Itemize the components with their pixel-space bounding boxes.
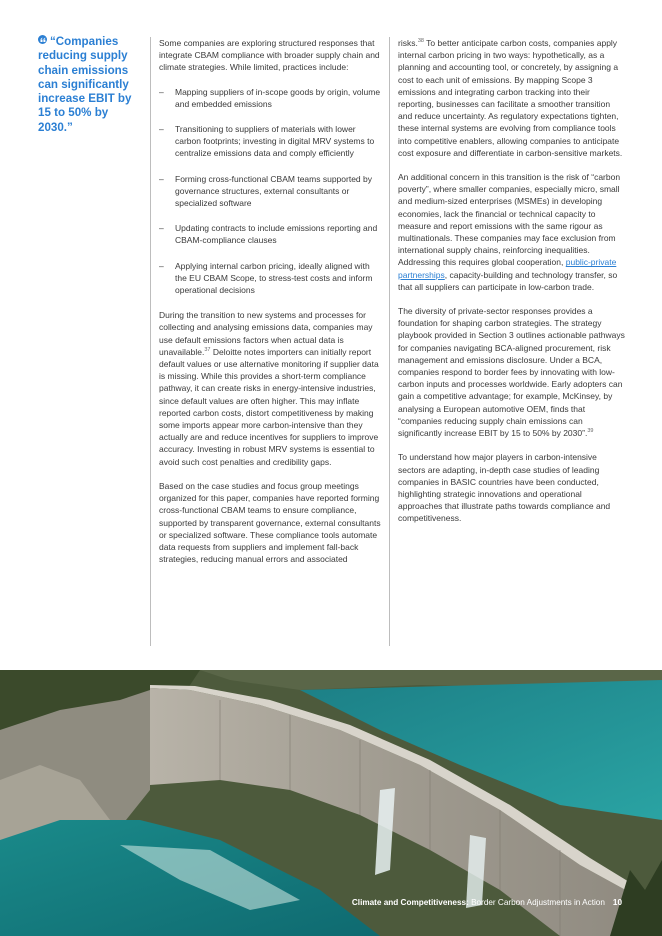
text-column-2 (398, 37, 626, 537)
list-item (159, 260, 383, 297)
paragraph-text: Deloitte notes importers can initially report default values or use alternative monitoring if supplier data is missing. While this provides a short-term compliance pathway, it can create risks in energy-intensive industries, since default values are often higher. This may inflate reported carbon costs, distort competitiveness by making some imports appear more carbon-intensive than they actually are and reduce incentives for suppliers to improve accuracy. Investing in robust MRV systems is essential to avoid such cost penalties and credibility gaps. (159, 346, 379, 467)
list-item (159, 123, 383, 160)
paragraph-text: To better anticipate carbon costs, companies apply internal carbon pricing in two ways: hypothetically, as a planning and accounting tool, or concretely, by assigning a cost to each unit of emissions. By mapping Scope 3 emissions and integrating carbon tracking into their reporting, businesses can facilitate a smoother transition and reduce uncertainty. As regulatory expectations tighten, these internal systems are evolving from compliance tools into competitive enablers, allowing companies to anticipate cost exposure and differentiate in carbon-sensitive markets. (398, 38, 623, 158)
quote-icon (38, 35, 47, 44)
bullet-dash: – (159, 86, 164, 97)
paragraph-text: , capacity-building and technology transfer, so that all suppliers can participate in low-carbon trade. (398, 269, 618, 292)
dam-photo (0, 670, 662, 936)
list-item (159, 86, 383, 110)
paragraph (398, 171, 626, 293)
page-footer (352, 898, 622, 907)
bullet-dash: – (159, 124, 164, 135)
pull-quote (38, 35, 136, 135)
practices-list (159, 86, 383, 297)
public-private-partnerships-link[interactable]: public-private partnerships (398, 257, 617, 280)
paragraph-text: An additional concern in this transition is the risk of “carbon poverty”, where smaller companies, especially micro, small and medium-sized enterprises (MSMEs) in developing economies, lack the financial or technical capacity to measure and report emissions with the same rigour as multinationals. These companies may face exclusion from international supply chains, reinforcing inequalities. Addressing this requires global cooperation, (398, 172, 621, 268)
list-item-text: Mapping suppliers of in-scope goods by origin, volume and embedded emissions (175, 86, 381, 109)
paragraph-text: risks. (398, 38, 418, 48)
list-item (159, 222, 383, 246)
paragraph: Some companies are exploring structured responses that integrate CBAM compliance with broader supply chain and climate strategies. While limited, practices include: (159, 38, 380, 73)
list-item-text: Transitioning to suppliers of materials with lower carbon footprints; investing in digital MRV systems to centralize emissions data and comply efficiently (175, 124, 375, 159)
paragraph-text: During the transition to new systems and processes for collecting and analysing emissions data, companies may use default emissions factors when actual data is unavailable. (159, 310, 373, 357)
paragraph: To understand how major players in carbon-intensive sectors are adapting, in-depth case studies of leading companies in BASIC countries have been conducted, highlighting strategic innovations and operational approaches that illustrate paths towards compliance and competitiveness. (398, 452, 611, 524)
footnote-ref[interactable]: 38 (417, 38, 424, 44)
page-number: 10 (612, 898, 622, 907)
paragraph (398, 305, 626, 439)
list-item-text: Updating contracts to include emissions reporting and CBAM-compliance clauses (175, 223, 378, 246)
paragraph (159, 309, 383, 468)
column-divider (150, 37, 151, 646)
paragraph: Based on the case studies and focus group meetings organized for this paper, companies have reported forming cross-functional CBAM teams to ensure compliance, supported by transparent governance, external consultants or specialized software. These compliance tools automate data requests from suppliers and implement fall-back strategies, reducing manual errors and associated (159, 480, 381, 565)
list-item-text: Forming cross-functional CBAM teams supported by governance structures, external consultants or specialized software (175, 173, 372, 209)
bullet-dash: – (159, 260, 164, 271)
column-divider (389, 37, 390, 646)
footer-title-bold: Climate and Competitiveness: (351, 898, 469, 907)
pull-quote-text: “Companies reducing supply chain emissions can significantly increase EBIT by 15 to 50% by 2030.” (38, 35, 132, 134)
list-item-text: Applying internal carbon pricing, ideally aligned with the EU CBAM Scope, to stress-test costs and inform operational decisions (175, 260, 373, 296)
footnote-ref[interactable]: 37 (204, 346, 211, 353)
bullet-dash: – (159, 173, 164, 184)
footer-title: Border Carbon Adjustments in Action (468, 898, 605, 907)
text-column-1 (159, 37, 383, 577)
paragraph-text: The diversity of private-sector responses provides a foundation for shaping carbon strategies. The strategy playbook provided in Section 3 outlines actionable pathways for companies navigating BCA-aligned procurement, risk management and emissions disclosure. Under a BCA, companies respond to border fees by innovating with low-carbon inputs and processes worldwide. Early adopters can gain a competitive advantage; for example, McKinsey, by analysing a European automotive OEM, finds that “companies reducing supply chain emissions can significantly increase EBIT by 15 to 50% by 2030”. (398, 306, 625, 439)
list-item (159, 173, 383, 210)
paragraph (398, 37, 626, 159)
footnote-ref[interactable]: 39 (587, 428, 594, 435)
bullet-dash: – (159, 223, 164, 234)
